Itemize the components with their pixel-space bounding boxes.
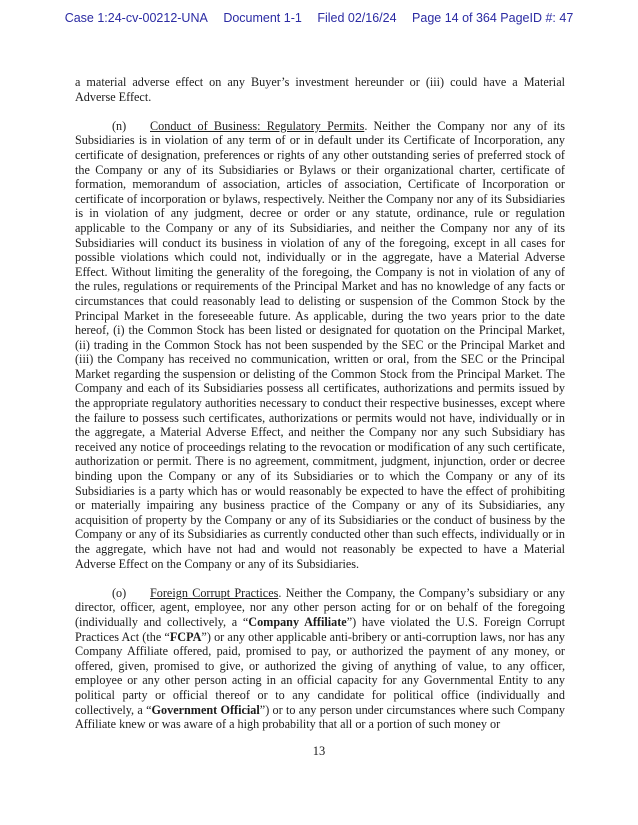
section-heading: Conduct of Business: Regulatory Permits: [150, 118, 365, 133]
defined-term: Government Official: [151, 702, 260, 717]
text-run: ”) have violated the U.S. Foreign Corrupt Practices Act (the “: [75, 614, 565, 644]
page-footer: [0, 744, 638, 759]
header-filed-date: Filed 02/16/24: [317, 11, 397, 25]
header-document-number: Document 1-1: [223, 11, 302, 25]
paragraph: [75, 586, 565, 732]
paragraph: [75, 119, 565, 571]
text-run: a material adverse effect on any Buyer’s investment hereunder or (iii) could have a Material Adverse Effect.: [75, 75, 565, 104]
paragraph-number: (n): [112, 118, 127, 133]
document-body: [75, 75, 565, 746]
text-run: . Neither the Company, the Company’s subsidiary or any director, officer, agent, employee, nor any other person acting for or on behalf of the foregoing (individually and collectively, a “: [75, 585, 565, 629]
section-heading: Foreign Corrupt Practices: [150, 585, 279, 600]
header-page-info: Page 14 of 364 PageID #: 47: [412, 11, 574, 25]
case-stamp-header: [0, 11, 638, 25]
paragraph-number: (o): [112, 585, 127, 600]
text-run: ”) or to any person under circumstances where such Company Affiliate knew or was aware of a high probability that all or a portion of such money or: [75, 702, 565, 732]
text-run: . Neither the Company nor any of its Subsidiaries is in violation of any term of or in default under its Certificate of Incorporation, any certificate of designation, preferences or rights of any other outstanding series of preferred stock of the Company or any of its Subsidiaries or Bylaws or their organizational charter, certificate of formation, memorandum of association, articles of association, Certificate of Incorporation or certificate of incorporation or bylaws, respectively. Neither the Company nor any of its Subsidiaries is in violation of any judgment, decree or order or any statute, ordinance, rule or regulation applicable to the Company or any of its Subsidiaries, and neither the Company nor any of its Subsidiaries will conduct its business in violation of any of the foregoing, except in all cases for possible violations which could not, individually or in the aggregate, have a Material Adverse Effect. Without limiting the generality of the foregoing, the Company is not in violation of any of the rules, regulations or requirements of the Principal Market and has no knowledge of any facts or circumstances that could reasonably lead to delisting or suspension of the Common Stock by the Principal Market in the foreseeable future. As applicable, during the two years prior to the date hereof, (i) the Common Stock has been listed or designated for quotation on the Principal Market, (ii) trading in the Common Stock has not been suspended by the SEC or the Principal Market and (iii) the Company has received no communication, written or oral, from the SEC or the Principal Market regarding the suspension or delisting of the Common Stock from the Principal Market. The Company and each of its Subsidiaries possess all certificates, authorizations and permits issued by the appropriate regulatory authorities necessary to conduct their respective businesses, except where the failure to possess such certificates, authorizations or permits would not have, individually or in the aggregate, a Material Adverse Effect, and neither the Company nor any such Subsidiary has received any notice of proceedings relating to the revocation or modification of any such certificate, authorization or permit. There is no agreement, commitment, judgment, injunction, order or decree binding upon the Company or any of its Subsidiaries or to which the Company or any of its Subsidiaries is a party which has or would reasonably be expected to have the effect of prohibiting or materially impairing any business practice of the Company or any of its Subsidiaries, any acquisition of property by the Company or any of its Subsidiaries or the conduct of business by the Company or any of its Subsidiaries as currently conducted other than such effects, individually or in the aggregate, which have not had and would not reasonably be expected to have a Material Adverse Effect on the Company or any of its Subsidiaries.: [75, 118, 565, 571]
paragraph: [75, 75, 565, 104]
defined-term: FCPA: [169, 629, 202, 644]
header-case-number: Case 1:24-cv-00212-UNA: [64, 11, 208, 25]
text-run: ”) or any other applicable anti-bribery or anti-corruption laws, nor has any Company Affiliate offered, paid, promised to pay, or authorized the payment of any money, or offered, given, promised to give, or authorized the giving of anything of value, to any officer, employee or any other person acting in an official capacity for any Governmental Entity to any political party or official thereof or to any candidate for political office (individually and collectively, a “: [75, 629, 566, 717]
defined-term: Company Affiliate: [248, 614, 347, 629]
page-number: 13: [312, 744, 326, 758]
